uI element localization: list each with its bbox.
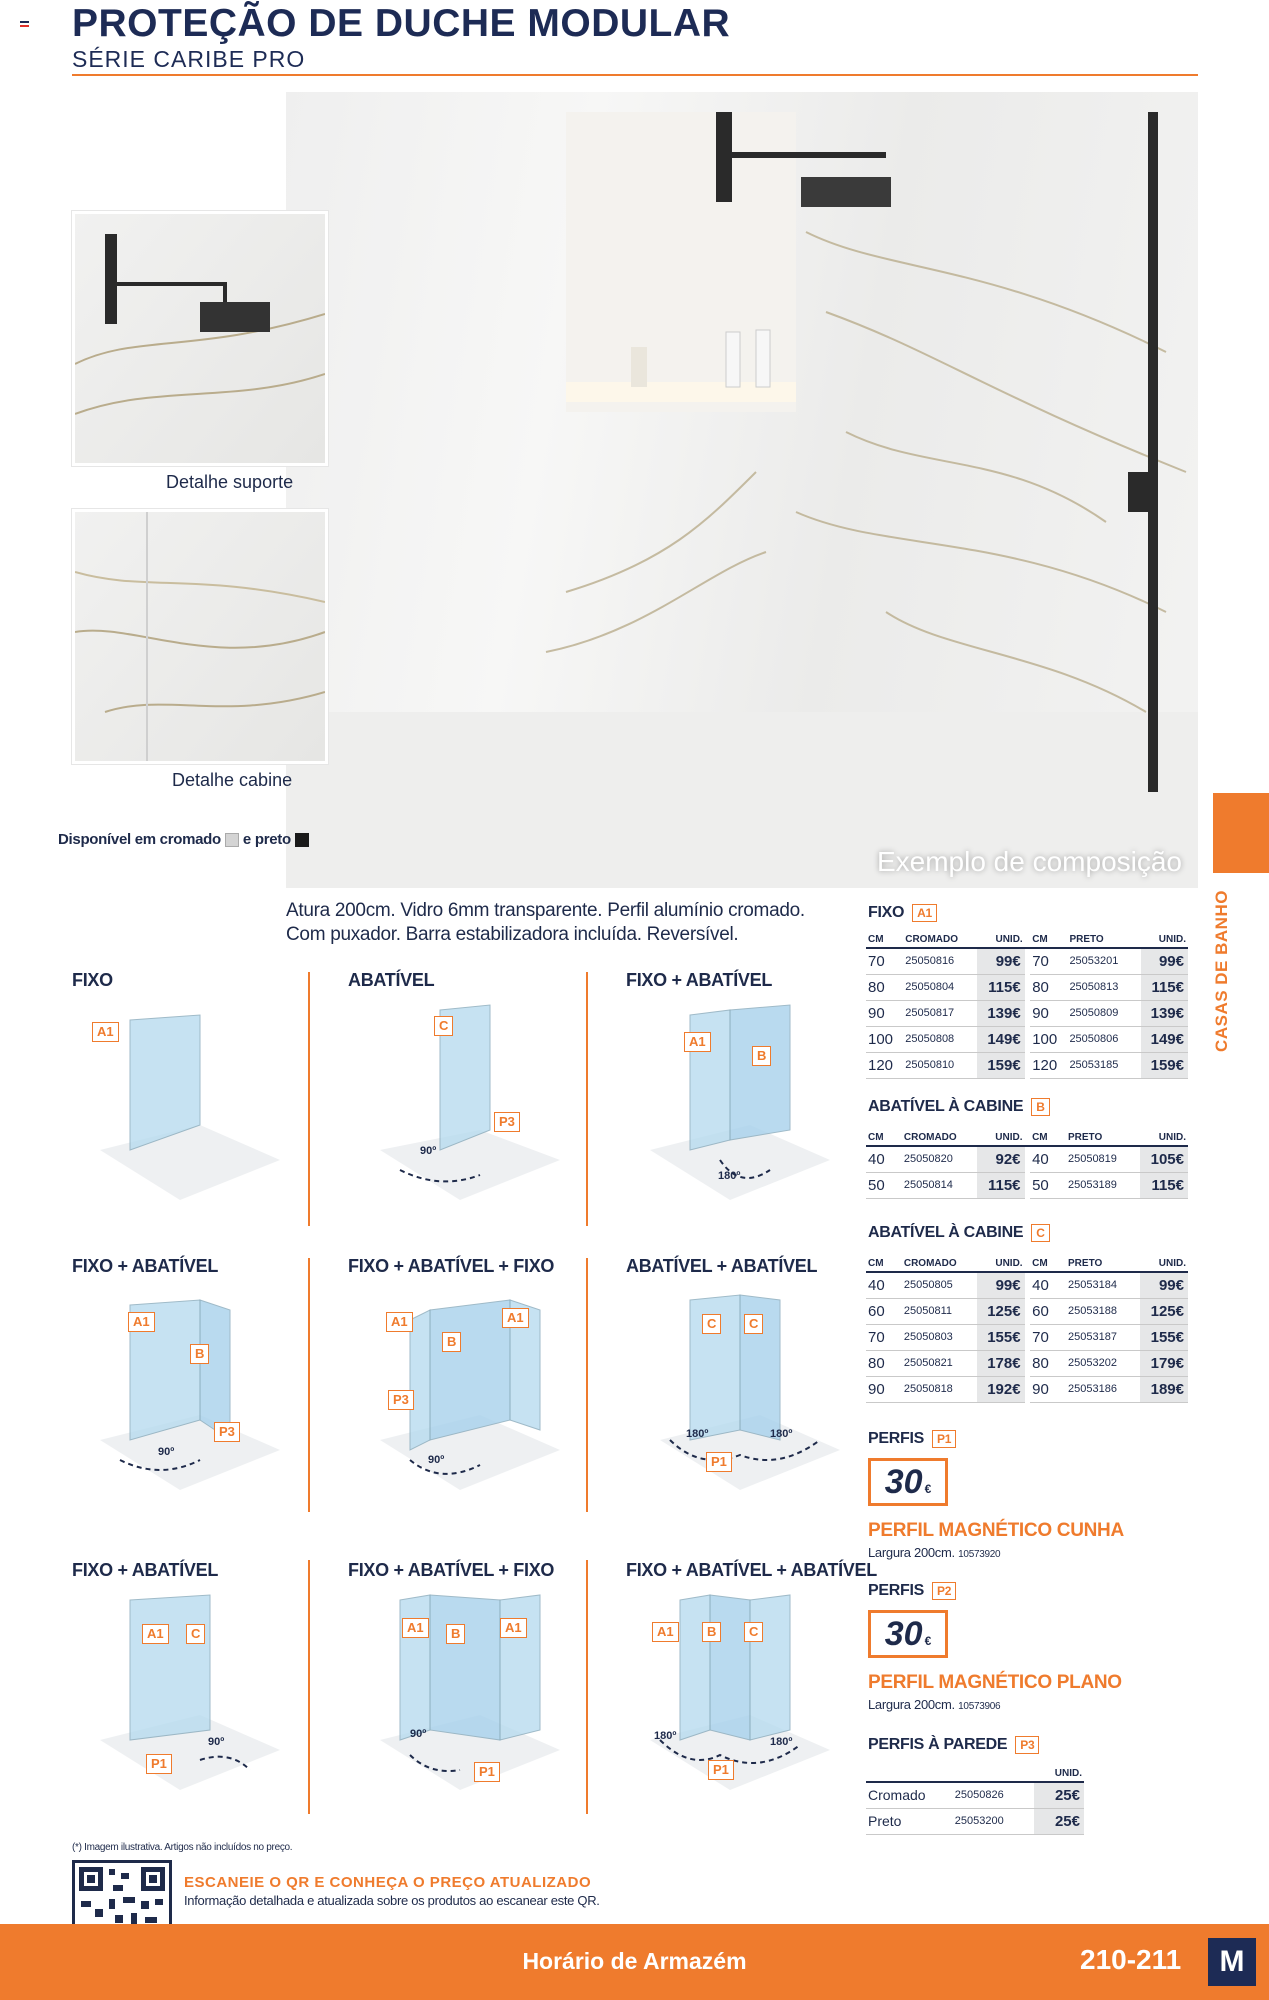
table-header-cell: PRETO: [1066, 1132, 1140, 1146]
price-black: 125€: [1140, 1298, 1188, 1324]
ref-black: 25053202: [1066, 1350, 1140, 1376]
size-cm: 70: [866, 948, 903, 974]
product-ref: 10573920: [958, 1549, 1001, 1560]
table-row: [866, 1376, 1188, 1402]
detail-cabin-caption: Detalhe cabine: [172, 770, 293, 790]
price-value: 30: [884, 1462, 923, 1501]
table-header-cell: [866, 1768, 953, 1782]
tag-a1: A1: [500, 1618, 527, 1638]
config-title: ABATÍVEL: [348, 970, 435, 990]
table-header-cell: PRETO: [1067, 934, 1140, 948]
grid-divider: [586, 1560, 588, 1814]
grid-divider: [586, 972, 588, 1226]
config-title: FIXO + ABATÍVEL: [72, 1256, 219, 1276]
size-cm: 80: [1030, 1350, 1066, 1376]
tag-p1: P1: [708, 1760, 734, 1780]
product-name-cunha: PERFIL MAGNÉTICO CUNHA: [868, 1520, 1124, 1541]
angle-label: 180º: [686, 1428, 709, 1440]
config-diagram-fixo-abativel-fixo: [370, 1290, 570, 1500]
ref-chrome: 25050817: [903, 1000, 977, 1026]
tag-a1: A1: [684, 1032, 711, 1052]
section-label: ABATÍVEL À CABINE: [868, 1098, 1024, 1115]
angle-label: 180º: [770, 1736, 793, 1748]
size-cm: 120: [1030, 1052, 1067, 1078]
size-cm: 90: [1030, 1000, 1067, 1026]
finish-name: Cromado: [866, 1782, 953, 1808]
size-cm: 60: [1030, 1298, 1066, 1324]
header-divider: [72, 74, 1198, 76]
tag-c: C: [744, 1622, 763, 1642]
price-table-abativel-c: [866, 1258, 1188, 1403]
config-diagram-fixo-abativel-2: [90, 1290, 290, 1500]
ref-chrome: 25050820: [902, 1146, 977, 1172]
table-row: [866, 1808, 1084, 1834]
section-label: FIXO: [868, 904, 905, 921]
tag-p3: P3: [494, 1112, 520, 1132]
tag-b: B: [442, 1332, 461, 1352]
section-abativel-b-title: [868, 1098, 1050, 1116]
ref-black: 25053186: [1066, 1376, 1140, 1402]
table-header-cell: UNID.: [977, 934, 1024, 948]
price-chrome: 99€: [977, 948, 1024, 974]
size-cm: 40: [866, 1272, 902, 1298]
table-header-cell: UNID.: [1034, 1768, 1084, 1782]
tag-p1: P1: [474, 1762, 500, 1782]
price-chrome: 149€: [977, 1026, 1024, 1052]
product-width: Largura 200cm.: [868, 1545, 955, 1560]
table-header-cell: CM: [1030, 1132, 1066, 1146]
grid-divider: [308, 1560, 310, 1814]
price-black: 105€: [1140, 1146, 1188, 1172]
section-tag: P2: [932, 1582, 956, 1600]
angle-label: 180º: [770, 1428, 793, 1440]
ref-chrome: 25050814: [902, 1172, 977, 1198]
brand-logo-icon: M: [1208, 1938, 1256, 1986]
config-title: ABATÍVEL + ABATÍVEL: [626, 1256, 818, 1276]
config-title: FIXO + ABATÍVEL: [626, 970, 773, 990]
price-black: 99€: [1140, 1272, 1188, 1298]
config-diagram-fixo-abativel: [640, 1000, 840, 1210]
section-tag: B: [1031, 1098, 1049, 1116]
price-black: 179€: [1140, 1350, 1188, 1376]
ref-chrome: 25050818: [902, 1376, 977, 1402]
grid-divider: [586, 1258, 588, 1512]
price-black: 99€: [1141, 948, 1188, 974]
config-diagram-fixo-abativel-fixo-2: [370, 1590, 570, 1800]
section-tag: C: [1031, 1224, 1049, 1242]
price-chrome: 99€: [977, 1272, 1025, 1298]
table-header-cell: UNID.: [1140, 1258, 1188, 1272]
tag-a1: A1: [652, 1622, 679, 1642]
ref-black: 25053185: [1067, 1052, 1140, 1078]
chrome-swatch: [225, 833, 239, 847]
price-chrome: 125€: [977, 1298, 1025, 1324]
config-title: FIXO + ABATÍVEL + FIXO: [348, 1560, 555, 1580]
tag-a1: A1: [386, 1312, 413, 1332]
table-row: [866, 1350, 1188, 1376]
side-tab-label: [1198, 886, 1246, 1056]
ref-black: 25053188: [1066, 1298, 1140, 1324]
tag-b: B: [446, 1624, 465, 1644]
size-cm: 90: [866, 1000, 903, 1026]
size-cm: 60: [866, 1298, 902, 1324]
ref-chrome: 25050805: [902, 1272, 977, 1298]
ref-chrome: 25050816: [903, 948, 977, 974]
table-row: [866, 1052, 1188, 1078]
table-header-cell: UNID.: [977, 1132, 1025, 1146]
table-row: [866, 1782, 1084, 1808]
tag-p3: P3: [214, 1422, 240, 1442]
product-sub-cunha: [868, 1545, 1000, 1560]
price-chrome: 155€: [977, 1324, 1025, 1350]
size-cm: 80: [1030, 974, 1067, 1000]
section-tag: A1: [912, 904, 937, 922]
section-label: ABATÍVEL À CABINE: [868, 1224, 1024, 1241]
config-diagram-fixo-abativel-3: [90, 1590, 290, 1800]
perfis-p1-title: [868, 1430, 956, 1448]
table-row: [866, 1146, 1188, 1172]
table-header-cell: CM: [1030, 1258, 1066, 1272]
price-black: 139€: [1141, 1000, 1188, 1026]
tag-a1: A1: [142, 1624, 169, 1644]
price-value: 25€: [1034, 1782, 1084, 1808]
ref-black: 25053187: [1066, 1324, 1140, 1350]
size-cm: 70: [1030, 1324, 1066, 1350]
price-chrome: 139€: [977, 1000, 1024, 1026]
table-header-cell: CM: [866, 1132, 902, 1146]
table-row: [866, 1272, 1188, 1298]
page-title: PROTEÇÃO DE DUCHE MODULAR: [72, 2, 731, 45]
tag-b: B: [190, 1344, 209, 1364]
detail-cabin-image: [72, 509, 328, 764]
ref-black: 25053184: [1066, 1272, 1140, 1298]
size-cm: 100: [866, 1026, 903, 1052]
language-flag-icon: [20, 21, 29, 28]
angle-label: 180º: [654, 1730, 677, 1742]
ref-chrome: 25050804: [903, 974, 977, 1000]
angle-label: 90º: [158, 1446, 175, 1458]
price-black: 189€: [1140, 1376, 1188, 1402]
size-cm: 120: [866, 1052, 903, 1078]
ref-code: 25050826: [953, 1782, 1034, 1808]
config-title: FIXO + ABATÍVEL + ABATÍVEL: [626, 1560, 877, 1580]
table-header-cell: PRETO: [1066, 1258, 1140, 1272]
ref-chrome: 25050811: [902, 1298, 977, 1324]
size-cm: 40: [1030, 1146, 1066, 1172]
size-cm: 70: [1030, 948, 1067, 974]
angle-label: 90º: [208, 1736, 225, 1748]
hero-caption: Exemplo de composição: [876, 846, 1182, 877]
price-currency: €: [924, 1634, 932, 1648]
tag-c: C: [186, 1624, 205, 1644]
price-chrome: 92€: [977, 1146, 1025, 1172]
tag-p1: P1: [706, 1452, 732, 1472]
section-label: PERFIS À PAREDE: [868, 1736, 1008, 1753]
size-cm: 40: [866, 1146, 902, 1172]
product-sub-plano: [868, 1697, 1000, 1712]
availability-note: [58, 831, 309, 848]
size-cm: 90: [1030, 1376, 1066, 1402]
table-header-cell: UNID.: [1141, 934, 1188, 948]
availability-text-black: e preto: [242, 831, 291, 848]
config-diagram-fixo-abativel-abativel: [640, 1590, 840, 1800]
detail-support-caption: Detalhe suporte: [166, 472, 294, 492]
price-chrome: 192€: [977, 1376, 1025, 1402]
table-header-cell: UNID.: [1140, 1132, 1188, 1146]
ref-black: 25053189: [1066, 1172, 1140, 1198]
table-row: [866, 974, 1188, 1000]
page-subtitle: SÉRIE CARIBE PRO: [72, 46, 306, 72]
tag-b: B: [752, 1046, 771, 1066]
price-black: 159€: [1141, 1052, 1188, 1078]
tag-a1: A1: [502, 1308, 529, 1328]
config-diagram-fixo: [90, 1000, 290, 1210]
price-currency: €: [924, 1482, 932, 1496]
availability-text-chrome: Disponível em cromado: [58, 831, 221, 848]
table-header-cell: CROMADO: [902, 1132, 977, 1146]
footnote: (*) Imagem ilustrativa. Artigos não incluídos no preço.: [72, 1842, 293, 1853]
section-label: PERFIS: [868, 1430, 924, 1447]
table-row: [866, 1026, 1188, 1052]
tag-b: B: [702, 1622, 721, 1642]
side-tab-text: CASAS DE BANHO: [1212, 890, 1231, 1052]
tag-a1: A1: [92, 1022, 119, 1042]
side-tab-marker: [1213, 793, 1269, 873]
size-cm: 50: [866, 1172, 902, 1198]
ref-chrome: 25050810: [903, 1052, 977, 1078]
tag-c: C: [702, 1314, 721, 1334]
table-header-cell: CM: [866, 1258, 902, 1272]
section-abativel-c-title: [868, 1224, 1050, 1242]
price-table-fixo: [866, 934, 1188, 1079]
size-cm: 80: [866, 1350, 902, 1376]
table-header-cell: CM: [1030, 934, 1067, 948]
finish-name: Preto: [866, 1808, 953, 1834]
grid-divider: [308, 972, 310, 1226]
price-table-perfis-parede: [866, 1768, 1084, 1835]
ref-black: 25050813: [1067, 974, 1140, 1000]
ref-code: 25053200: [953, 1808, 1034, 1834]
config-diagram-abativel-abativel: [650, 1290, 850, 1500]
angle-label: 90º: [428, 1454, 445, 1466]
tag-p3: P3: [388, 1390, 414, 1410]
section-fixo-title: [868, 904, 937, 922]
ref-chrome: 25050821: [902, 1350, 977, 1376]
size-cm: 80: [866, 974, 903, 1000]
table-row: [866, 948, 1188, 974]
ref-black: 25050806: [1067, 1026, 1140, 1052]
size-cm: 90: [866, 1376, 902, 1402]
price-box-plano: [868, 1610, 948, 1658]
tag-p1: P1: [146, 1754, 172, 1774]
product-ref: 10573906: [958, 1701, 1001, 1712]
ref-black: 25050809: [1067, 1000, 1140, 1026]
table-row: [866, 1172, 1188, 1198]
config-diagram-abativel: [370, 1000, 570, 1210]
angle-label: 90º: [420, 1145, 437, 1157]
perfis-parede-title: [868, 1736, 1039, 1754]
table-header-cell: [953, 1768, 1034, 1782]
table-header-cell: CROMADO: [903, 934, 977, 948]
price-black: 149€: [1141, 1026, 1188, 1052]
size-cm: 100: [1030, 1026, 1067, 1052]
tag-c: C: [434, 1016, 453, 1036]
tag-a1: A1: [128, 1312, 155, 1332]
table-header-cell: CROMADO: [902, 1258, 977, 1272]
ref-chrome: 25050808: [903, 1026, 977, 1052]
price-black: 155€: [1140, 1324, 1188, 1350]
price-black: 115€: [1140, 1172, 1188, 1198]
angle-label: 90º: [410, 1728, 427, 1740]
price-chrome: 178€: [977, 1350, 1025, 1376]
section-label: PERFIS: [868, 1582, 924, 1599]
perfis-p2-title: [868, 1582, 956, 1600]
tag-c: C: [744, 1314, 763, 1334]
config-title: FIXO + ABATÍVEL: [72, 1560, 219, 1580]
price-box-cunha: [868, 1458, 948, 1506]
price-value: 25€: [1034, 1808, 1084, 1834]
section-tag: P3: [1015, 1736, 1039, 1754]
table-row: [866, 1298, 1188, 1324]
table-header-cell: CM: [866, 934, 903, 948]
page-number: 210-211: [1080, 1944, 1182, 1975]
table-row: [866, 1000, 1188, 1026]
size-cm: 40: [1030, 1272, 1066, 1298]
product-width: Largura 200cm.: [868, 1697, 955, 1712]
config-title: FIXO + ABATÍVEL + FIXO: [348, 1256, 555, 1276]
hero-shower-image: [286, 92, 1198, 888]
product-name-plano: PERFIL MAGNÉTICO PLANO: [868, 1672, 1122, 1693]
price-value: 30: [884, 1614, 923, 1653]
table-header-row: [866, 1132, 1188, 1146]
detail-support-image: [72, 211, 328, 466]
table-header-cell: UNID.: [977, 1258, 1025, 1272]
size-cm: 70: [866, 1324, 902, 1350]
table-header-row: [866, 1768, 1084, 1782]
grid-divider: [308, 1258, 310, 1512]
product-description: Atura 200cm. Vidro 6mm transparente. Perfil alumínio cromado. Com puxador. Barra estabilizadora incluída. Reversível.: [286, 900, 805, 945]
price-chrome: 159€: [977, 1052, 1024, 1078]
angle-label: 180º: [718, 1170, 741, 1182]
price-black: 115€: [1141, 974, 1188, 1000]
qr-subtitle: Informação detalhada e atualizada sobre os produtos ao escanear este QR.: [184, 1893, 600, 1908]
table-header-row: [866, 1258, 1188, 1272]
size-cm: 50: [1030, 1172, 1066, 1198]
table-row: [866, 1324, 1188, 1350]
price-chrome: 115€: [977, 974, 1024, 1000]
ref-black: 25050819: [1066, 1146, 1140, 1172]
config-title: FIXO: [72, 970, 113, 990]
black-swatch: [295, 833, 309, 847]
price-table-abativel-b: [866, 1132, 1188, 1199]
qr-title: ESCANEIE O QR E CONHEÇA O PREÇO ATUALIZADO: [184, 1874, 592, 1891]
section-tag: P1: [932, 1430, 956, 1448]
price-chrome: 115€: [977, 1172, 1025, 1198]
table-header-row: [866, 934, 1188, 948]
footer-store-hours[interactable]: Horário de Armazém: [522, 1948, 747, 1974]
ref-black: 25053201: [1067, 948, 1140, 974]
tag-a1: A1: [402, 1618, 429, 1638]
ref-chrome: 25050803: [902, 1324, 977, 1350]
